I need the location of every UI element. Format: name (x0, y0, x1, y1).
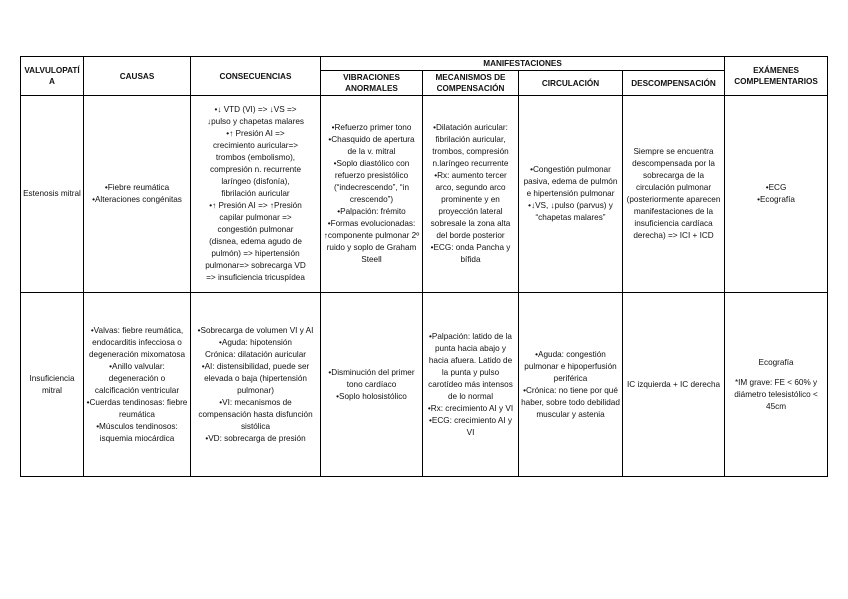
list-item: => insuficiencia tricuspídea (206, 273, 305, 282)
list-item: •Soplo holosistólico (336, 391, 407, 401)
list-item: •Refuerzo primer tono (331, 123, 412, 132)
list-item: •Ecografía (757, 195, 795, 204)
list-item: •↓ VTD (VI) => ↓VS => (214, 105, 297, 114)
list-item: •Alteraciones congénitas (92, 195, 182, 204)
descompensacion-cell: IC izquierda + IC derecha (623, 293, 725, 477)
list-item: •Palpación: frémito (337, 207, 406, 216)
circulacion-cell (519, 293, 623, 477)
list-item: Crónica: dilatación auricular (204, 349, 307, 359)
descompensacion-cell: Siempre se encuentra descompensada por la sobrecarga de la circulación pulmonar (posteriormente aparecen manifestaciones de la insuficiencia cardíaca derecha) => ICI + ICD (623, 96, 725, 293)
header-examenes: EXÁMENES COMPLEMENTARIOS (725, 57, 828, 96)
list-item: •↑ Presión AI => (226, 129, 285, 138)
list-item: •Rx: crecimiento AI y VI (427, 403, 514, 413)
list-item: •Disminución del primer tono cardíaco (328, 367, 415, 389)
list-item: •↓VS, ↓pulso (parvus) y “chapetas malares” (528, 201, 613, 222)
list-item: Ecografía (758, 357, 794, 367)
list-item: •Crónica: no tiene por qué haber, sobre todo debilidad muscular y astenia (521, 385, 620, 419)
consecuencias-cell (191, 293, 321, 477)
header-causas: CAUSAS (84, 57, 191, 96)
valvulopathy-table (20, 56, 828, 477)
mecanismos-cell (423, 293, 519, 477)
list-item: •AI: distensibilidad, puede ser elevada o baja (hipertensión pulmonar) (201, 361, 310, 395)
list-item: •Fiebre reumática (104, 183, 170, 192)
list-item: crecimiento auricular=> (212, 141, 299, 150)
mecanismos-cell (423, 96, 519, 293)
list-item: •Congestión pulmonar pasiva, edema de pulmón e hipertensión pulmonar (523, 165, 618, 198)
list-item: •ECG: crecimiento AI y VI (429, 415, 512, 437)
list-item: •Dilatación auricular: fibrilación auricular, trombos, compresión n.laríngeo recurrente (432, 123, 509, 168)
list-item: •Formas evolucionadas: ↑componente pulmonar 2º ruido y soplo de Graham Steell (323, 219, 420, 264)
list-item: •Aguda: congestión pulmonar e hipoperfusión periférica (524, 349, 617, 383)
list-item: laríngeo (disfonía), (221, 177, 290, 186)
header-manifestaciones: MANIFESTACIONES (321, 57, 725, 71)
header-vibraciones: VIBRACIONES ANORMALES (321, 71, 423, 96)
header-descompensacion: DESCOMPENSACIÓN (623, 71, 725, 96)
causas-cell (84, 96, 191, 293)
list-item: •VI: mecanismos de compensación hasta disfunción sistólica (198, 397, 313, 431)
list-item: •Soplo diastólico con refuerzo presistólico (“indecrescendo”, “in crescendo”) (333, 159, 410, 204)
list-item: capilar pulmonar => (219, 213, 292, 222)
list-item: •Cuerdas tendinosas: fiebre reumática (86, 397, 188, 419)
examenes-cell (725, 96, 828, 293)
list-item: •Anillo valvular: degeneración o calcificación ventricular (94, 361, 180, 395)
table-row (21, 96, 828, 293)
list-item: •Sobrecarga de volumen VI y AI (197, 325, 314, 335)
list-item: •VD: sobrecarga de presión (205, 433, 306, 443)
list-item: •Músculos tendinosos: isquemia miocárdica (96, 421, 178, 443)
list-item: pulmonar=> sobrecarga VD (205, 261, 306, 270)
list-item: (disnea, edema agudo de (209, 237, 302, 246)
list-item: congestión pulmonar (217, 225, 294, 234)
table-row (21, 293, 828, 477)
consecuencias-cell (191, 96, 321, 293)
list-item: pulmón) => hipertensión (211, 249, 300, 258)
vibraciones-cell (321, 293, 423, 477)
list-item: •Valvas: fiebre reumática, endocarditis infecciosa o degeneración mixomatosa (88, 325, 186, 359)
header-consecuencias: CONSECUENCIAS (191, 57, 321, 96)
list-item: trombos (embolismo), (215, 153, 296, 162)
list-item: •ECG (765, 183, 787, 192)
list-item: •Palpación: latido de la punta hacia abajo y hacia afuera. Latido de la punta y pulso carotídeo más intensos de lo normal (428, 331, 513, 401)
list-item: •ECG: onda Pancha y bífida (430, 243, 511, 264)
header-circulacion: CIRCULACIÓN (519, 71, 623, 96)
valvulopatia-cell: Insuficiencia mitral (21, 293, 84, 477)
list-item: fibrilación auricular (221, 189, 290, 198)
examenes-cell (725, 293, 828, 477)
list-item: •↑ Presión AI => ↑Presión (209, 201, 302, 210)
list-item: •Rx: aumento tercer arco, segundo arco prominente y en proyección lateral sobresale la zona alta del borde posterior (430, 171, 511, 240)
list-item: •Aguda: hipotensión (219, 337, 292, 347)
list-item: *IM grave: FE < 60% y diámetro telesistólico < 45cm (734, 377, 818, 411)
list-item: compresión n. recurrente (209, 165, 301, 174)
vibraciones-cell (321, 96, 423, 293)
valvulopatia-cell: Estenosis mitral (21, 96, 84, 293)
header-mecanismos: MECANISMOS DE COMPENSACIÓN (423, 71, 519, 96)
circulacion-cell (519, 96, 623, 293)
header-valvulopatia: VALVULOPATÍA (21, 57, 84, 96)
list-item: •Chasquido de apertura de la v. mitral (328, 135, 415, 156)
list-item: ↓pulso y chapetas malares (207, 117, 304, 126)
causas-cell (84, 293, 191, 477)
